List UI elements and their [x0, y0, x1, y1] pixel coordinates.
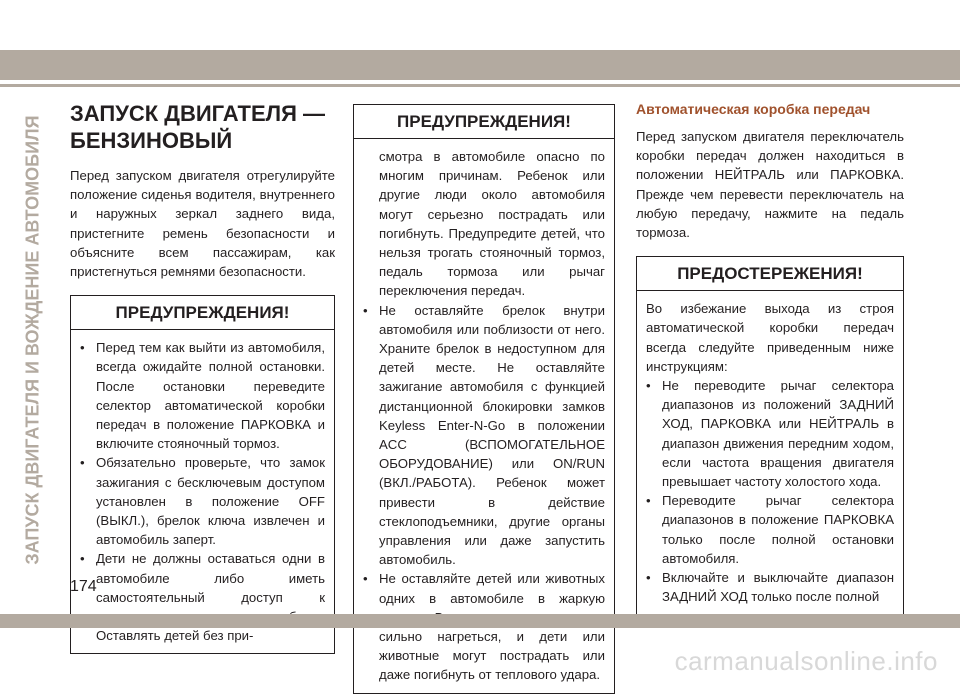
intro-paragraph: Перед запуском двигателя отрегулируйте положение сиденья водителя, внутреннего и наружных зеркал заднего вида, пристегните ремень безопасности и объясните всем пассажирам, как пристегнуться ремнями безопасности.: [70, 168, 335, 280]
subsection-title: Автоматическая коробка передач: [636, 101, 871, 117]
watermark: carmanualsonline.info: [674, 646, 938, 676]
warning-box-continued: [353, 104, 615, 694]
warning-box-body: [354, 139, 614, 693]
header-band: [0, 50, 960, 80]
warning-box-title: ПРЕДУПРЕЖДЕНИЯ!: [71, 296, 334, 330]
transmission-paragraph: Перед запуском двигателя переключатель коробки передач должен находиться в положении НЕЙТРАЛЬ или ПАРКОВКА. Прежде чем перевести переключатель на любую передачу, нажмите на педаль тормоза.: [636, 129, 904, 241]
section-title: [70, 100, 335, 154]
header-rule: [0, 84, 960, 87]
caution-intro: Во избежание выхода из строя автоматической коробки передач всегда следуйте приведенным ниже инструкциям:: [646, 301, 894, 374]
footer-band: [0, 614, 960, 628]
caution-box-title: ПРЕДОСТЕРЕЖЕНИЯ!: [637, 257, 903, 291]
caution-item: • Включайте и выключайте диапазон ЗАДНИЙ ХОД только после полной: [646, 568, 894, 606]
caution-box-body: [637, 291, 903, 614]
warning-box-title: ПРЕДУПРЕЖДЕНИЯ!: [354, 105, 614, 139]
column-middle: [353, 100, 615, 694]
caution-item: • Не переводите рычаг селектора диапазонов из положений ЗАДНИЙ ХОД, ПАРКОВКА или НЕЙТРАЛЬ в диапазон движения передним ходом, если частота вращения двигателя превышает частоту холостого хода.: [646, 376, 894, 491]
section-title-line2: БЕНЗИНОВЫЙ: [70, 128, 233, 153]
column-right: [636, 100, 904, 615]
section-side-tab-label: ЗАПУСК ДВИГАТЕЛЯ И ВОЖДЕНИЕ АВТОМОБИЛЯ: [22, 115, 43, 565]
warning-continuation: смотра в автомобиле опасно по многим причинам. Ребенок или другие люди около автомобиля могут серьезно пострадать или погибнуть. Предупредите детей, что нельзя трогать стояночный тормоз, педаль тормоза или рычаг переключения передач.: [379, 149, 605, 299]
caution-item: • Переводите рычаг селектора диапазонов в положение ПАРКОВКА только после полной остановки автомобиля.: [646, 491, 894, 568]
caution-list: [646, 376, 894, 606]
warning-item: • Не оставляйте брелок внутри автомобиля или поблизости от него. Храните брелок в недоступном для детей месте. Не оставляйте зажигание автомобиля с функцией дистанционной блокировки замков Keyless Enter-N-Go в положении ACC (ВСПОМОГАТЕЛЬНОЕ ОБОРУДОВАНИЕ) или ON/RUN (ВКЛ./РАБОТА). Ребенок может привести в действие стеклоподъемники, другие органы управления или даже запустить автомобиль.: [363, 301, 605, 570]
warning-item: • Не оставляйте детей или животных одних в автомобиле в жаркую сильно нагреться, и дети или животные могут пострадать или даже погибнуть от теплового удара.: [363, 569, 605, 684]
warning-list: [80, 338, 325, 645]
warning-item: • Перед тем как выйти из автомобиля, всегда ожидайте полной остановки. После остановки переведите селектор автоматической коробки передач в положение ПАРКОВКА и включите стояночный тормоз.: [80, 338, 325, 453]
section-title-line1: ЗАПУСК ДВИГАТЕЛЯ —: [70, 101, 326, 126]
top-margin: [0, 0, 960, 50]
caution-box: [636, 256, 904, 615]
warning-box: [70, 295, 335, 654]
section-side-tab: [18, 100, 48, 580]
warning-item: • Обязательно проверьте, что замок зажигания с бесключевым доступом установлен в положение OFF (ВЫКЛ.), брелок ключа извлечен и автомобиль заперт.: [80, 453, 325, 549]
warning-item: • Дети не должны оставаться одни в автомобиле либо иметь самостоятельный доступ к Оставлять детей без при-: [80, 549, 325, 645]
warning-box-body: [71, 330, 334, 653]
column-left: [70, 100, 335, 654]
page-number: 174: [70, 578, 97, 595]
